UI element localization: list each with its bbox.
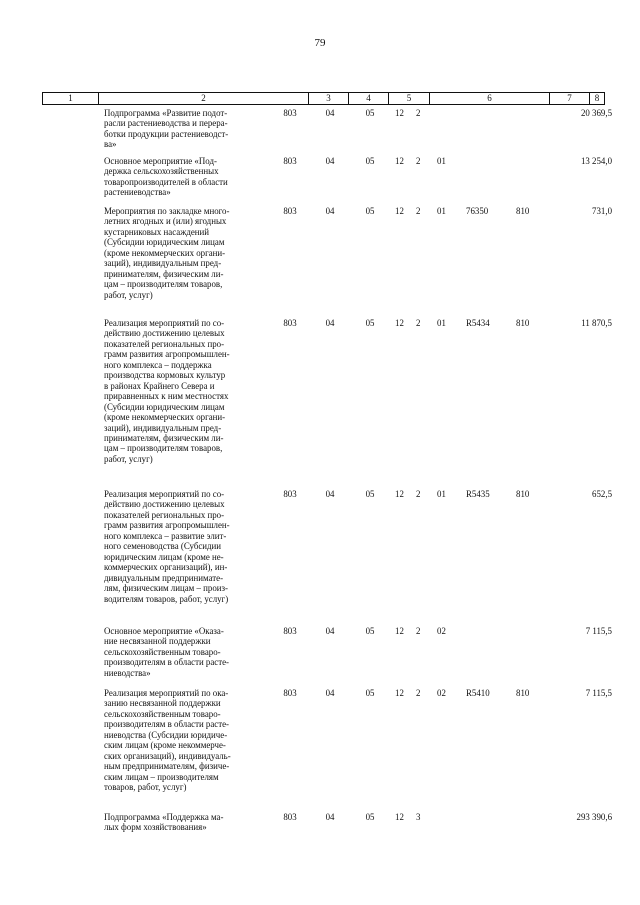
row-col-3: 803 — [283, 688, 297, 698]
row-col-4: 04 — [325, 318, 335, 328]
row-subprogram: 3 — [416, 812, 421, 822]
row-code: R5434 — [466, 318, 490, 328]
row-program: 12 — [395, 489, 404, 499]
header-col-6: 6 — [430, 93, 550, 104]
row-col-3: 803 — [283, 489, 297, 499]
header-col-4: 4 — [349, 93, 389, 104]
row-name: Основное мероприятие «Оказа- ние несвязанной поддержки сельскохозяйственным товаро- производителям в области расте- ниеводства» — [104, 626, 230, 678]
row-col-4: 04 — [325, 489, 335, 499]
row-col-4: 04 — [325, 812, 335, 822]
row-measure: 01 — [437, 318, 446, 328]
row-col-5: 05 — [365, 318, 375, 328]
row-code: R5435 — [466, 489, 490, 499]
row-program: 12 — [395, 156, 404, 166]
row-program: 12 — [395, 812, 404, 822]
row-name: Основное мероприятие «Под- держка сельскохозяйственных товаропроизводителей в области растениеводства» — [104, 156, 228, 198]
row-col-5: 05 — [365, 626, 375, 636]
header-col-7: 7 — [550, 93, 590, 104]
row-amount: 293 390,6 — [576, 812, 612, 822]
row-name: Подпрограмма «Развитие подот- расли растениеводства и перера- ботки продукции растениеводст- ва» — [104, 108, 229, 150]
row-subprogram: 2 — [416, 206, 421, 216]
row-col-5: 05 — [365, 206, 375, 216]
row-col-4: 04 — [325, 156, 335, 166]
row-col-7: 810 — [516, 489, 530, 499]
row-col-7: 810 — [516, 688, 530, 698]
row-subprogram: 2 — [416, 626, 421, 636]
row-amount: 13 254,0 — [580, 156, 612, 166]
row-col-3: 803 — [283, 156, 297, 166]
row-col-5: 05 — [365, 688, 375, 698]
header-col-2: 2 — [99, 93, 309, 104]
header-col-1: 1 — [43, 93, 99, 104]
row-measure: 02 — [437, 688, 446, 698]
row-measure: 01 — [437, 156, 446, 166]
row-subprogram: 2 — [416, 108, 421, 118]
row-col-3: 803 — [283, 812, 297, 822]
row-col-5: 05 — [365, 489, 375, 499]
row-col-4: 04 — [325, 626, 335, 636]
header-col-8: 8 — [594, 93, 600, 103]
row-col-5: 05 — [365, 156, 375, 166]
row-name: Мероприятия по закладке много- летних ягодных и (или) ягодных кустарниковых насаждений (Субсидии юридическим лицам (кроме некоммерческих органи- заций), индивидуальным пред- принимателям, физическим ли- цам – производителям товаров, работ, услуг) — [104, 206, 230, 300]
row-col-3: 803 — [283, 626, 297, 636]
row-amount: 7 115,5 — [585, 688, 612, 698]
row-col-3: 803 — [283, 206, 297, 216]
row-col-5: 05 — [365, 108, 375, 118]
header-col-5: 5 — [389, 93, 430, 104]
row-program: 12 — [395, 206, 404, 216]
row-col-4: 04 — [325, 688, 335, 698]
row-subprogram: 2 — [416, 156, 421, 166]
row-program: 12 — [395, 626, 404, 636]
row-measure: 02 — [437, 626, 446, 636]
page-number: 79 — [314, 37, 326, 49]
row-col-4: 04 — [325, 108, 335, 118]
row-col-7: 810 — [516, 318, 530, 328]
row-amount: 20 369,5 — [580, 108, 612, 118]
row-subprogram: 2 — [416, 318, 421, 328]
row-measure: 01 — [437, 489, 446, 499]
row-col-3: 803 — [283, 318, 297, 328]
row-name: Подпрограмма «Поддержка ма- лых форм хозяйствования» — [104, 812, 224, 833]
row-amount: 11 870,5 — [581, 318, 612, 328]
row-subprogram: 2 — [416, 688, 421, 698]
table-header — [42, 92, 605, 105]
row-program: 12 — [395, 318, 404, 328]
row-amount: 7 115,5 — [585, 626, 612, 636]
row-program: 12 — [395, 108, 404, 118]
row-name: Реализация мероприятий по ока- занию несвязанной поддержки сельскохозяйственным товаро- производителям в области расте- ниеводства (Субсидии юридиче- ским лицам (кроме некоммерче- ских организаций), индивидуаль- ным предпринимателям, физиче- ским лицам – производителям товаров, работ, услуг) — [104, 688, 231, 793]
row-subprogram: 2 — [416, 489, 421, 499]
row-code: R5410 — [466, 688, 490, 698]
row-name: Реализация мероприятий по со- действию достижению целевых показателей региональных про- грамм развития агропромышлен- ного комплекса – развитие элит- ного семеноводства (Субсидии юридическим лицам (кроме не- коммерческих организаций), ин- дивидуальным предпринимате- лям, физическим лицам – произ- водителям товаров, работ, услуг) — [104, 489, 230, 604]
row-col-4: 04 — [325, 206, 335, 216]
row-col-3: 803 — [283, 108, 297, 118]
row-program: 12 — [395, 688, 404, 698]
row-amount: 652,5 — [592, 489, 612, 499]
row-name: Реализация мероприятий по со- действию достижению целевых показателей региональных про- грамм развития агропромышлен- ного комплекса – поддержка производства кормовых культур в районах Крайнего Севера и приравненных к ним местностях (Субсидии юридическим лицам (кроме некоммерческих органи- заций), индивидуальным пред- принимателям, физическим ли- цам – производителям товаров, работ, услуг) — [104, 318, 230, 464]
row-code: 76350 — [466, 206, 489, 216]
row-col-5: 05 — [365, 812, 375, 822]
row-measure: 01 — [437, 206, 446, 216]
row-amount: 731,0 — [592, 206, 612, 216]
row-col-7: 810 — [516, 206, 530, 216]
header-col-3: 3 — [309, 93, 349, 104]
